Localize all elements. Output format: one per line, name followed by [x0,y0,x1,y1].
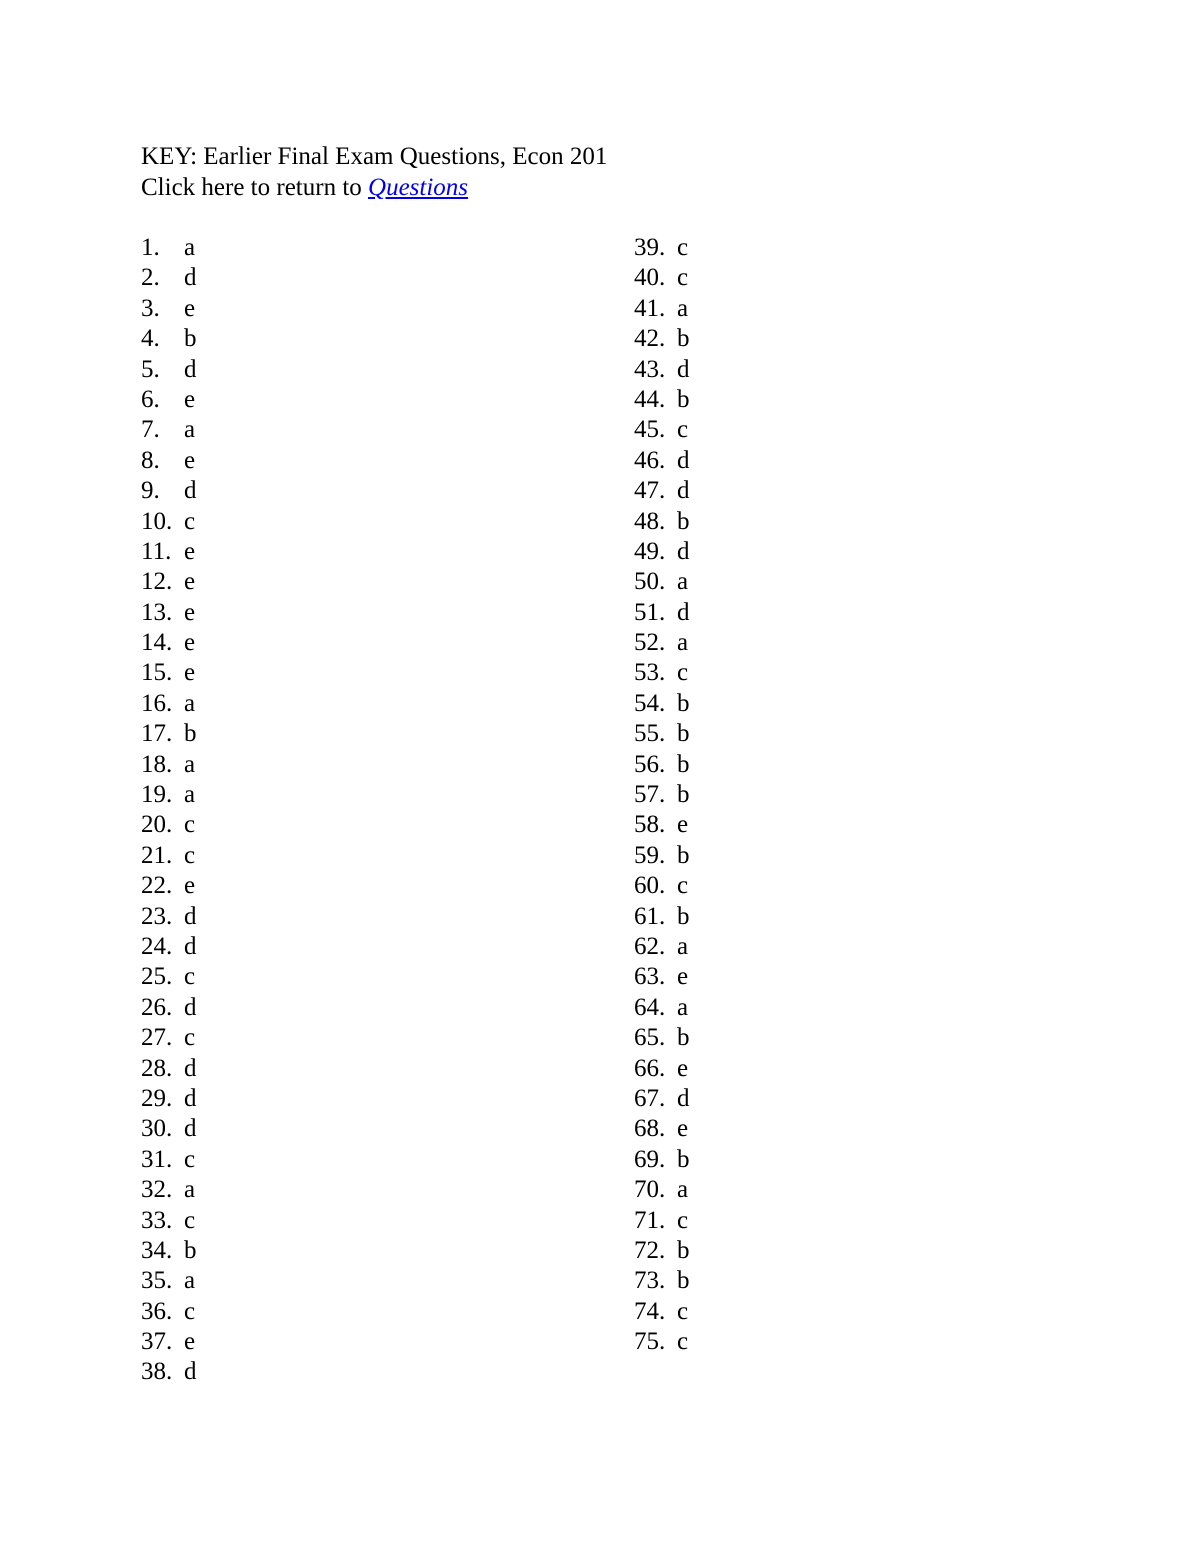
answer-item [141,780,197,810]
answer-letter: b [677,750,690,778]
answer-letter: d [184,1358,197,1386]
answer-letter: d [184,902,197,930]
answer-list-left [141,233,197,1388]
answer-letter: d [184,1054,197,1082]
answer-letter: c [184,841,196,869]
answer-letter: b [677,507,690,535]
question-number: 31. [141,1145,173,1173]
question-number: 19. [141,781,173,809]
answer-item [141,1054,197,1084]
answer-letter: c [677,659,689,687]
answer-item [634,1023,690,1053]
answer-letter: e [184,294,196,322]
answer-item [634,1175,690,1205]
answer-item [634,476,690,506]
question-number: 46. [634,446,666,474]
answer-item [634,628,690,658]
answer-item [634,658,690,688]
question-number: 22. [141,872,173,900]
answer-item [141,233,197,263]
answer-letter: a [184,1176,196,1204]
question-number: 3. [141,294,160,322]
answer-item [141,567,197,597]
answer-item [634,962,690,992]
answer-item [141,993,197,1023]
answer-letter: a [184,689,196,717]
question-number: 27. [141,1024,173,1052]
question-number: 13. [141,598,173,626]
answer-letter: d [677,446,690,474]
answer-item [634,537,690,567]
answer-letter: c [677,1206,689,1234]
answer-item [634,415,690,445]
answer-letter: d [677,1084,690,1112]
answer-item [634,1054,690,1084]
question-number: 14. [141,629,173,657]
answer-item [141,1236,197,1266]
answer-letter: b [677,1145,690,1173]
answer-item [141,841,197,871]
answer-letter: a [677,568,689,596]
question-number: 25. [141,963,173,991]
question-number: 64. [634,993,666,1021]
document-title: KEY: Earlier Final Exam Questions, Econ 201 [141,143,608,170]
answer-letter: d [677,477,690,505]
answer-letter: b [677,325,690,353]
question-number: 69. [634,1145,666,1173]
answer-letter: c [184,1145,196,1173]
answer-letter: a [677,294,689,322]
answer-letter: c [677,1297,689,1325]
question-number: 67. [634,1084,666,1112]
answer-letter: a [184,750,196,778]
answer-letter: b [677,781,690,809]
answer-letter: d [677,355,690,383]
question-number: 26. [141,993,173,1021]
answer-letter: e [184,629,196,657]
answer-item [634,871,690,901]
answer-item [141,750,197,780]
answer-item [141,1327,197,1357]
question-number: 62. [634,932,666,960]
question-number: 42. [634,325,666,353]
answer-item [634,598,690,628]
question-number: 17. [141,720,173,748]
answer-item [634,1114,690,1144]
answer-item [141,263,197,293]
answer-item [141,1206,197,1236]
question-number: 68. [634,1115,666,1143]
question-number: 12. [141,568,173,596]
question-number: 66. [634,1054,666,1082]
answer-item [141,324,197,354]
answer-letter: d [184,355,197,383]
answer-list-right [634,233,690,1357]
question-number: 2. [141,264,160,292]
question-number: 47. [634,477,666,505]
question-number: 45. [634,416,666,444]
answer-letter: c [184,963,196,991]
answer-letter: e [184,537,196,565]
answer-letter: e [184,568,196,596]
question-number: 72. [634,1236,666,1264]
answer-letter: a [184,234,196,261]
document-header [141,141,607,203]
answer-letter: e [184,598,196,626]
question-number: 6. [141,385,160,413]
answer-letter: b [184,325,197,353]
question-number: 20. [141,811,173,839]
answer-letter: c [184,1297,196,1325]
answer-letter: b [677,902,690,930]
answer-letter: a [184,781,196,809]
answer-item [141,962,197,992]
answer-item [141,1175,197,1205]
answer-item [141,598,197,628]
question-number: 57. [634,781,666,809]
question-number: 56. [634,750,666,778]
answer-letter: e [184,385,196,413]
question-number: 18. [141,750,173,778]
question-number: 23. [141,902,173,930]
answer-letter: e [184,872,196,900]
answer-item [634,841,690,871]
answer-letter: c [184,1206,196,1234]
answer-item [634,1297,690,1327]
question-number: 30. [141,1115,173,1143]
question-number: 39. [634,234,666,261]
question-number: 33. [141,1206,173,1234]
answer-letter: b [184,1236,197,1264]
answer-letter: d [184,1115,197,1143]
answer-item [634,1236,690,1266]
answer-letter: d [677,537,690,565]
answer-item [141,446,197,476]
answer-letter: a [677,932,689,960]
question-number: 61. [634,902,666,930]
answer-item [141,719,197,749]
question-number: 48. [634,507,666,535]
answer-letter: a [677,629,689,657]
answer-item [634,355,690,385]
question-number: 74. [634,1297,666,1325]
answer-letter: e [677,1115,689,1143]
answer-letter: b [677,1024,690,1052]
answer-letter: e [184,446,196,474]
answer-item [634,689,690,719]
question-number: 60. [634,872,666,900]
question-number: 73. [634,1267,666,1295]
answer-letter: c [677,1328,689,1356]
question-number: 71. [634,1206,666,1234]
answer-letter: b [677,720,690,748]
question-number: 32. [141,1176,173,1204]
question-number: 29. [141,1084,173,1112]
question-number: 34. [141,1236,173,1264]
answer-item [141,1084,197,1114]
question-number: 59. [634,841,666,869]
answer-item [634,324,690,354]
question-number: 7. [141,416,160,444]
answer-item [634,1206,690,1236]
answer-item [634,719,690,749]
question-number: 75. [634,1328,666,1356]
question-number: 36. [141,1297,173,1325]
question-number: 54. [634,689,666,717]
questions-link[interactable]: Questions [368,174,469,201]
answer-item [634,1145,690,1175]
question-number: 24. [141,932,173,960]
answer-letter: b [677,1267,690,1295]
answer-letter: b [184,720,197,748]
answer-letter: d [184,477,197,505]
answer-letter: a [184,1267,196,1295]
answer-item [634,1266,690,1296]
answer-item [634,810,690,840]
answer-item [141,476,197,506]
answer-letter: e [677,811,689,839]
question-number: 44. [634,385,666,413]
question-number: 1. [141,234,160,261]
answer-item [141,415,197,445]
question-number: 8. [141,446,160,474]
question-number: 4. [141,325,160,353]
answer-item [634,233,690,263]
question-number: 65. [634,1024,666,1052]
answer-item [634,902,690,932]
question-number: 51. [634,598,666,626]
answer-letter: a [677,993,689,1021]
answer-item [141,658,197,688]
answer-item [141,385,197,415]
question-number: 40. [634,264,666,292]
answer-letter: e [677,963,689,991]
answer-letter: b [677,385,690,413]
answer-item [634,263,690,293]
question-number: 53. [634,659,666,687]
answer-letter: e [184,1328,196,1356]
question-number: 50. [634,568,666,596]
answer-letter: d [184,1084,197,1112]
answer-letter: c [184,811,196,839]
answer-item [634,446,690,476]
question-number: 10. [141,507,173,535]
answer-letter: b [677,1236,690,1264]
question-number: 37. [141,1328,173,1356]
answer-letter: e [184,659,196,687]
answer-letter: c [184,507,196,535]
answer-item [634,932,690,962]
answer-item [141,1297,197,1327]
answer-letter: d [184,993,197,1021]
question-number: 55. [634,720,666,748]
answer-letter: d [184,932,197,960]
answer-item [141,507,197,537]
answer-item [634,385,690,415]
question-number: 43. [634,355,666,383]
answer-letter: c [677,234,689,261]
question-number: 21. [141,841,173,869]
question-number: 11. [141,537,172,565]
answer-letter: c [677,264,689,292]
answer-letter: c [677,872,689,900]
question-number: 38. [141,1358,173,1386]
question-number: 52. [634,629,666,657]
answer-item [634,993,690,1023]
answer-item [634,780,690,810]
question-number: 15. [141,659,173,687]
question-number: 58. [634,811,666,839]
question-number: 63. [634,963,666,991]
question-number: 49. [634,537,666,565]
answer-letter: a [184,416,196,444]
answer-item [141,628,197,658]
answer-item [634,1084,690,1114]
answer-item [634,1327,690,1357]
answer-item [634,567,690,597]
question-number: 5. [141,355,160,383]
return-prefix: Click here to return to [141,174,369,201]
question-number: 35. [141,1267,173,1295]
answer-item [141,902,197,932]
answer-item [141,294,197,324]
answer-item [141,1357,197,1387]
answer-letter: b [677,841,690,869]
answer-item [141,1023,197,1053]
answer-letter: a [677,1176,689,1204]
answer-item [141,1145,197,1175]
answer-letter: d [184,264,197,292]
return-line [141,172,607,203]
answer-letter: c [677,416,689,444]
answer-item [634,507,690,537]
answer-item [141,355,197,385]
question-number: 41. [634,294,666,322]
answer-item [634,750,690,780]
answer-letter: d [677,598,690,626]
answer-item [141,1266,197,1296]
answer-letter: e [677,1054,689,1082]
question-number: 16. [141,689,173,717]
answer-item [141,932,197,962]
answer-item [141,1114,197,1144]
answer-item [141,689,197,719]
answer-item [634,294,690,324]
answer-item [141,537,197,567]
answer-item [141,810,197,840]
answer-item [141,871,197,901]
question-number: 9. [141,477,160,505]
question-number: 28. [141,1054,173,1082]
answer-letter: c [184,1024,196,1052]
question-number: 70. [634,1176,666,1204]
answer-letter: b [677,689,690,717]
